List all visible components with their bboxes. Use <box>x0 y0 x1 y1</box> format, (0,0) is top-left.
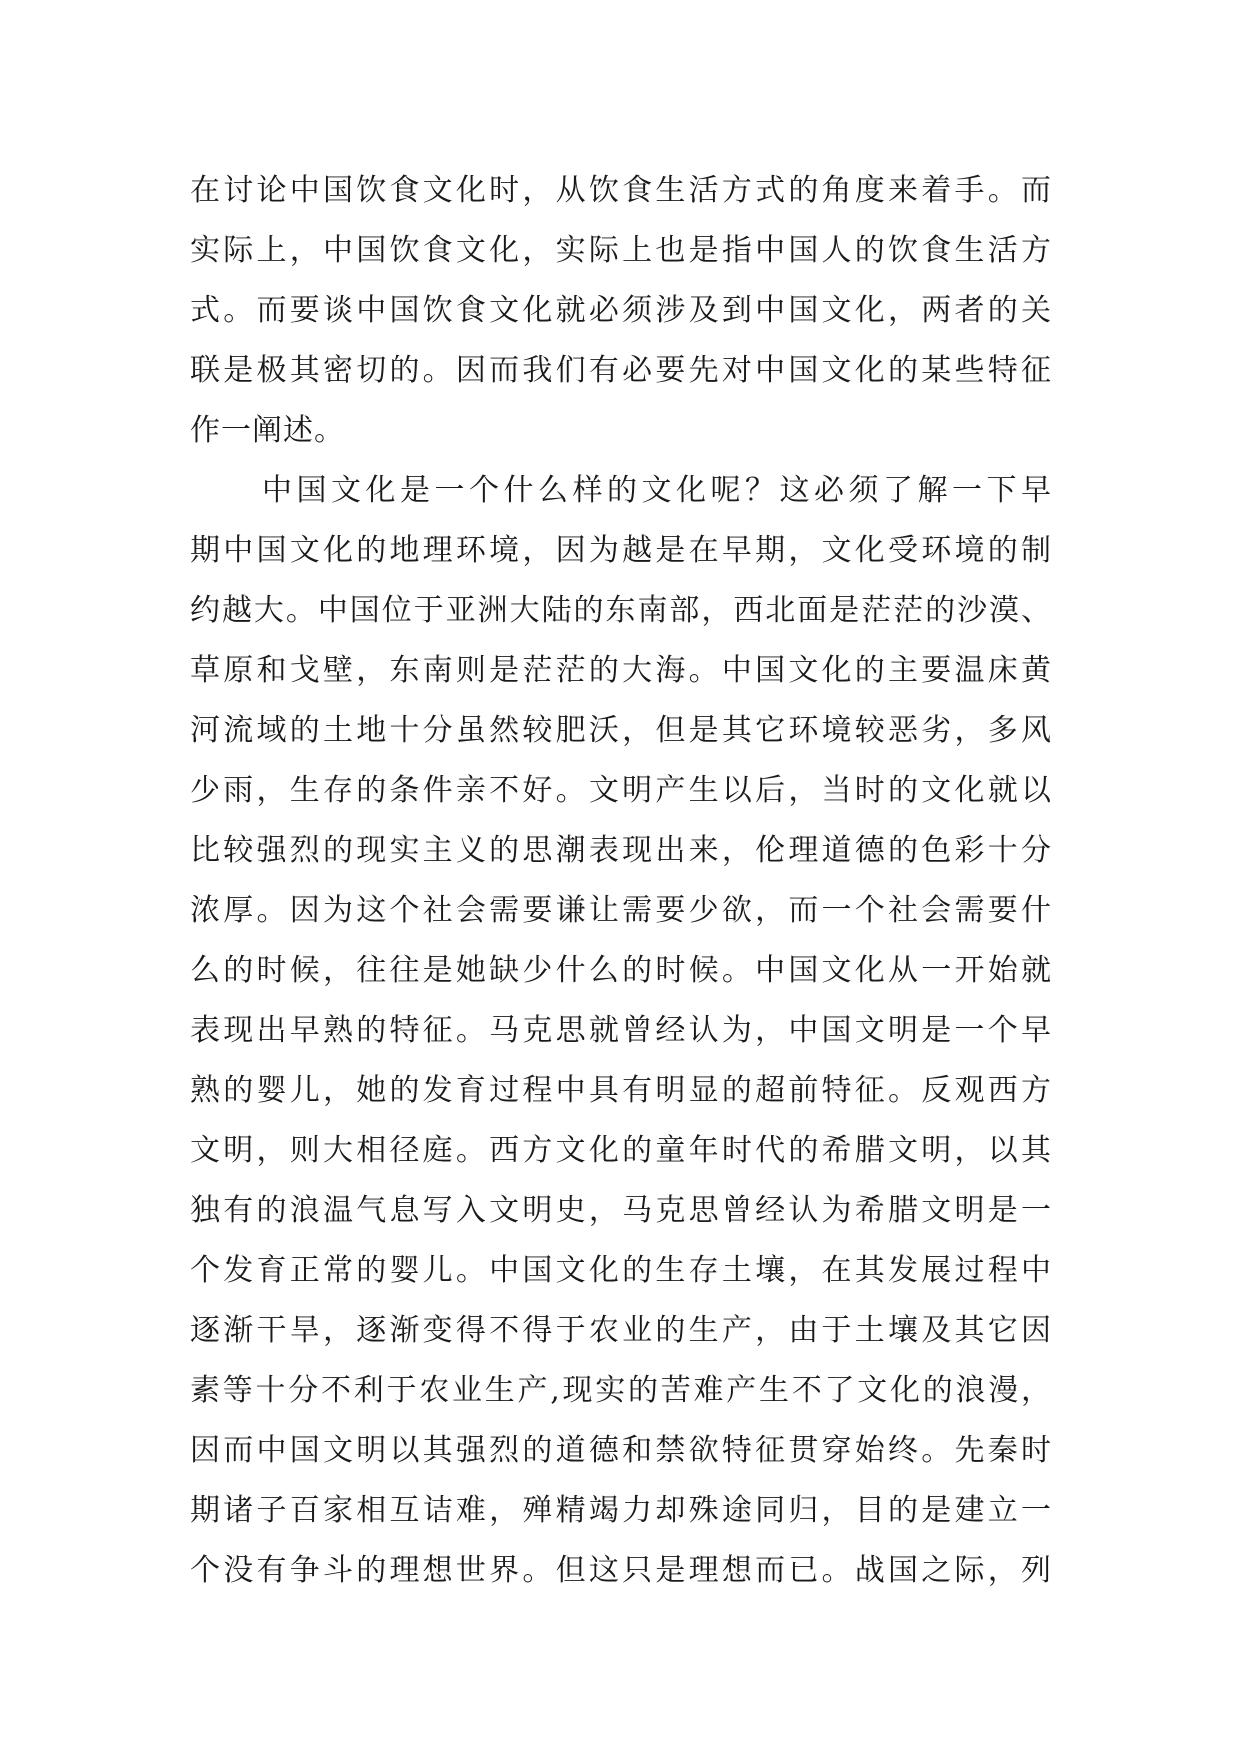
text-line: 少雨，生存的条件亲不好。文明产生以后，当时的文化就以 <box>190 773 1052 808</box>
text-line: 独有的浪温气息写入文明史，马克思曾经认为希腊文明是一 <box>190 1193 1052 1228</box>
text-line: 因而中国文明以其强烈的道德和禁欲特征贯穿始终。先秦时 <box>190 1433 1052 1468</box>
text-line: 期中国文化的地理环境，因为越是在早期，文化受环境的制 <box>190 533 1052 568</box>
text-line: 河流域的土地十分虽然较肥沃，但是其它环境较恶劣，多风 <box>190 713 1052 748</box>
text-line: 个发育正常的婴儿。中国文化的生存土壤，在其发展过程中 <box>190 1253 1052 1288</box>
body-text <box>190 161 1052 1601</box>
paragraph-1 <box>190 161 1052 461</box>
text-line: 比较强烈的现实主义的思潮表现出来，伦理道德的色彩十分 <box>190 833 1052 868</box>
text-line: 浓厚。因为这个社会需要谦让需要少欲，而一个社会需要什 <box>190 893 1052 928</box>
text-line: 实际上，中国饮食文化，实际上也是指中国人的饮食生活方 <box>190 233 1052 268</box>
text-line: 表现出早熟的特征。马克思就曾经认为，中国文明是一个早 <box>190 1013 1052 1048</box>
text-line: 式。而要谈中国饮食文化就必须涉及到中国文化，两者的关 <box>190 293 1052 328</box>
text-line: 么的时候，往往是她缺少什么的时候。中国文化从一开始就 <box>190 953 1052 988</box>
text-line: 作一阐述。 <box>190 413 345 448</box>
text-line: 熟的婴儿，她的发育过程中具有明显的超前特征。反观西方 <box>190 1073 1052 1108</box>
text-line: 文明，则大相径庭。西方文化的童年时代的希腊文明，以其 <box>190 1133 1052 1168</box>
paragraph-2 <box>190 461 1052 1601</box>
text-line: 在讨论中国饮食文化时，从饮食生活方式的角度来着手。而 <box>190 173 1052 208</box>
text-line: 中国文化是一个什么样的文化呢？这必须了解一下早 <box>262 473 1052 508</box>
text-line: 约越大。中国位于亚洲大陆的东南部，西北面是茫茫的沙漠、 <box>190 593 1052 628</box>
text-line: 素等十分不利于农业生产,现实的苦难产生不了文化的浪漫， <box>190 1373 1052 1408</box>
text-line: 个没有争斗的理想世界。但这只是理想而已。战国之际，列 <box>190 1553 1052 1588</box>
text-line: 草原和戈壁，东南则是茫茫的大海。中国文化的主要温床黄 <box>190 653 1052 688</box>
text-line: 逐渐干旱，逐渐变得不得于农业的生产，由于土壤及其它因 <box>190 1313 1052 1348</box>
text-line: 期诸子百家相互诘难，殚精竭力却殊途同归，目的是建立一 <box>190 1493 1052 1528</box>
text-line: 联是极其密切的。因而我们有必要先对中国文化的某些特征 <box>190 353 1052 388</box>
